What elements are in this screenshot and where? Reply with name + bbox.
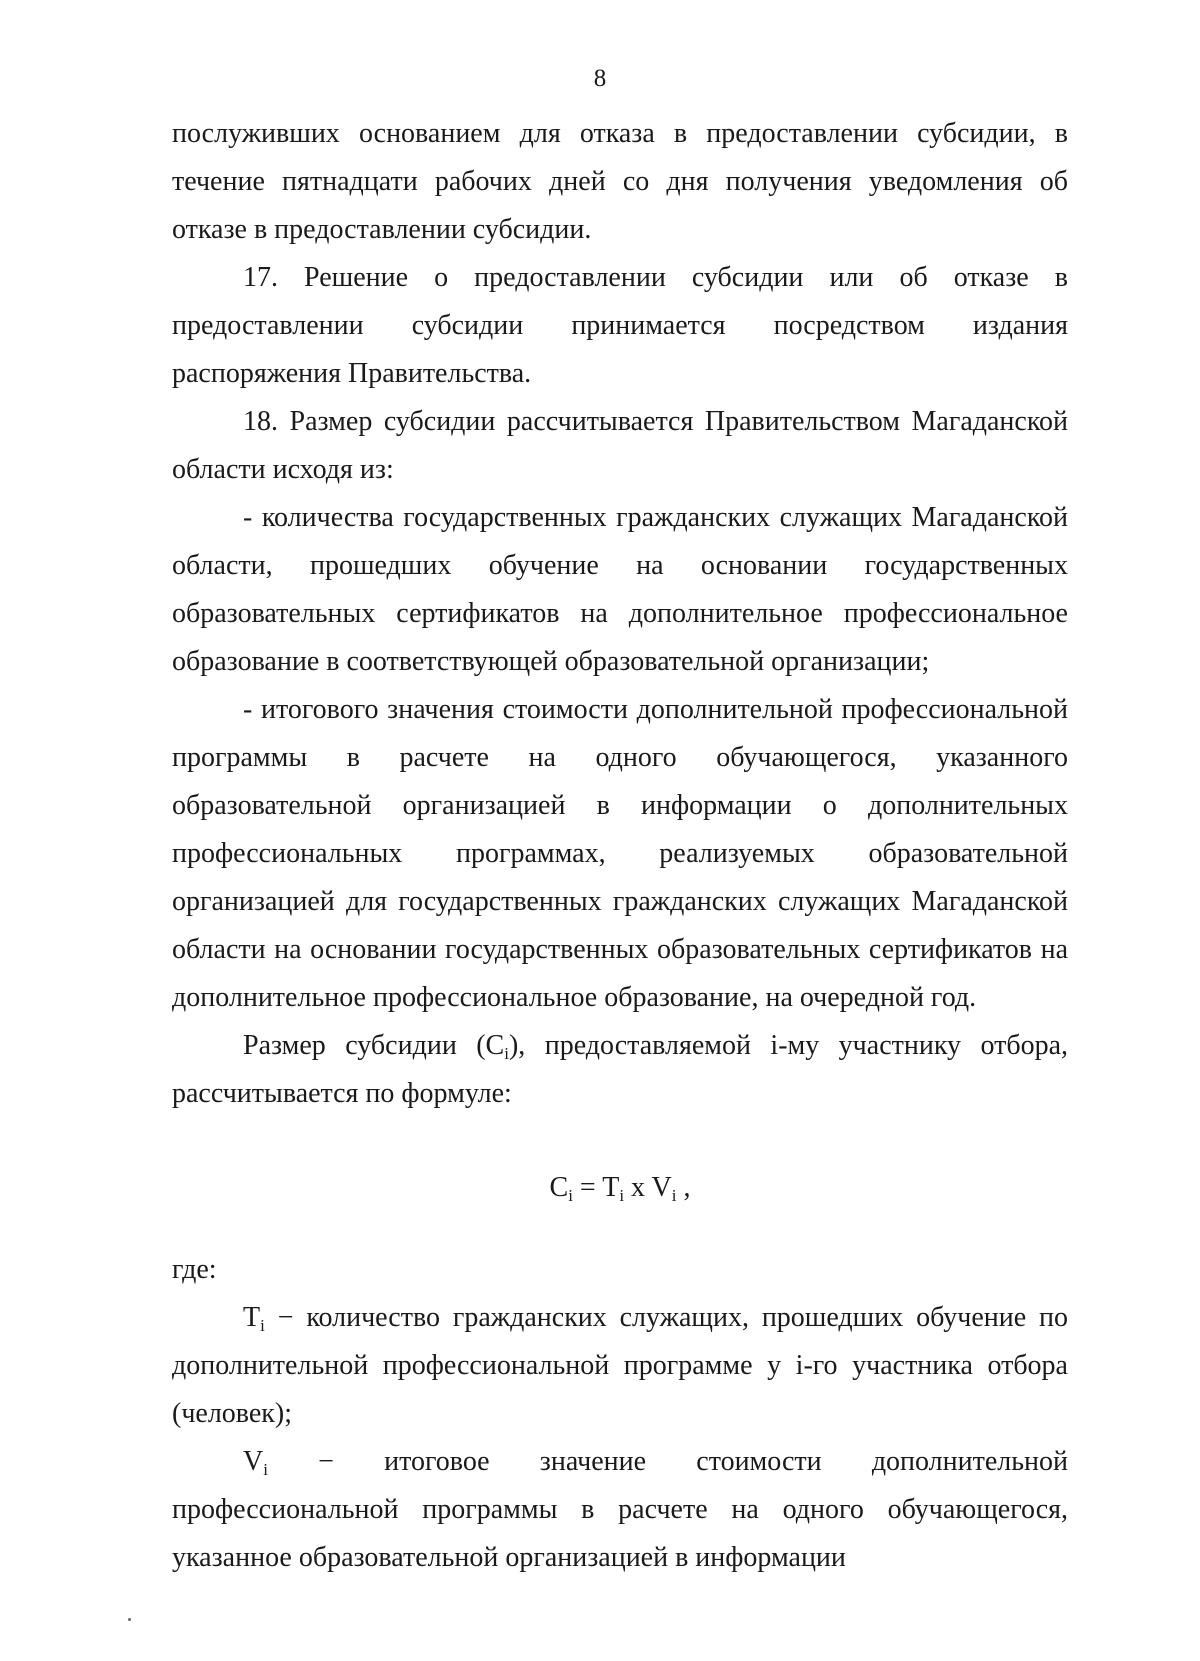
- paragraph-17: 17. Решение о предоставлении субсидии или об отказе в предоставлении субсидии принимается посредством издания распоряжения Правительства.: [172, 262, 1068, 389]
- subsidy-size-text-after: ), предоставляемой i-му участнику отбора, рассчитывается по формуле:: [172, 1030, 1069, 1109]
- definition-v: [172, 1438, 1068, 1582]
- document-body: [172, 110, 1068, 1582]
- definition-t: [172, 1294, 1068, 1438]
- paragraph-continuation: послуживших основанием для отказа в предоставлении субсидии, в течение пятнадцати рабочих дней со дня получения уведомления об отказе в предоставлении субсидии.: [172, 118, 1068, 245]
- formula-t-subscript: i: [619, 1186, 625, 1205]
- definition-t-subscript: i: [260, 1316, 265, 1335]
- page-number: 8: [593, 65, 607, 92]
- subsidy-formula: [172, 1164, 1068, 1212]
- formula-c: C: [549, 1172, 569, 1203]
- list-item-program-cost: - итогового значения стоимости дополнительной профессиональной программы в расчете на одного обучающегося, указанного образовательной организацией в информации о дополнительных профессиональных программах, реализуемых образовательной организацией для государственных гражданских служащих Магаданской области на основании государственных образовательных сертификатов на дополнительное профессиональное образование, на очередной год.: [172, 694, 1068, 1013]
- where-label: где:: [172, 1254, 217, 1285]
- formula-times-v: x V: [624, 1172, 672, 1203]
- subsidy-size-text-before: Размер субсидии (C: [243, 1030, 505, 1061]
- definition-v-text: − итоговое значение стоимости дополнительной профессиональной программы в расчете на одного обучающегося, указанное образовательной организацией в информации: [172, 1446, 1068, 1573]
- subscript-i: i: [504, 1044, 509, 1063]
- definition-t-symbol: T: [243, 1302, 261, 1333]
- formula-tail: ,: [676, 1172, 691, 1203]
- paragraph-18: 18. Размер субсидии рассчитывается Правительством Магаданской области исходя из:: [172, 406, 1068, 485]
- definition-t-text: − количество гражданских служащих, прошедших обучение по дополнительной профессиональной программе у i-го участника отбора (человек);: [172, 1302, 1068, 1429]
- paragraph-subsidy-size: [172, 1022, 1068, 1118]
- formula-v-subscript: i: [671, 1186, 677, 1205]
- definition-v-symbol: V: [243, 1446, 264, 1477]
- scan-artifact-dot: [128, 1618, 131, 1621]
- formula-equals-t: = T: [572, 1172, 620, 1203]
- list-item-employee-count: - количества государственных гражданских служащих Магаданской области, прошедших обучение на основании государственных образовательных сертификатов на дополнительное профессиональное образование в соответствующей образовательной организации;: [172, 502, 1068, 677]
- definition-v-subscript: i: [263, 1460, 268, 1479]
- formula-c-subscript: i: [568, 1186, 573, 1205]
